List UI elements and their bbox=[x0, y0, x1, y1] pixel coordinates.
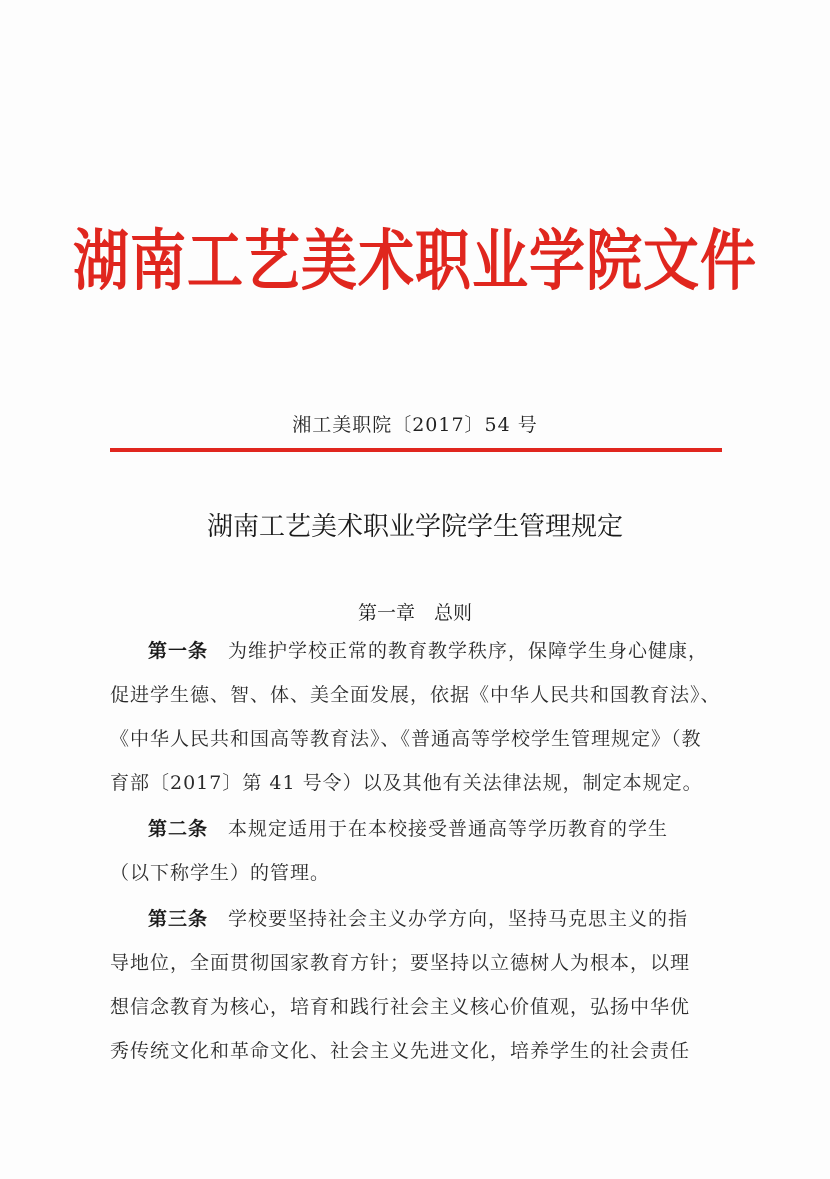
article-3-line-3: 想信念教育为核心，培育和践行社会主义核心价值观，弘扬中华优 bbox=[110, 996, 691, 1018]
article-1-label: 第一条 bbox=[148, 640, 209, 662]
chapter-heading: 第一章 总则 bbox=[357, 602, 472, 624]
article-3-line-1 bbox=[110, 904, 688, 934]
article-3-text: 学校要坚持社会主义办学方向，坚持马克思主义的指 bbox=[228, 908, 689, 930]
article-1-line-3: 《中华人民共和国高等教育法》、《普通高等学校学生管理规定》（教 bbox=[110, 728, 702, 750]
document-title: 湖南工艺美术职业学院学生管理规定 bbox=[206, 512, 623, 542]
article-1-line-4: 育部〔2017〕第 41 号令）以及其他有关法律法规，制定本规定。 bbox=[110, 772, 703, 794]
article-2-text: 本规定适用于在本校接受普通高等学历教育的学生 bbox=[228, 818, 669, 840]
document-number: 湘工美职院〔2017〕54 号 bbox=[292, 414, 538, 436]
article-3-line-4: 秀传统文化和革命文化、社会主义先进文化，培养学生的社会责任 bbox=[110, 1040, 691, 1062]
red-divider-line bbox=[110, 448, 722, 452]
article-3-line-2: 导地位，全面贯彻国家教育方针；要坚持以立德树人为根本，以理 bbox=[110, 952, 691, 974]
article-1-line-1 bbox=[110, 636, 708, 666]
article-1-text: 为维护学校正常的教育教学秩序，保障学生身心健康， bbox=[228, 640, 709, 662]
article-3-label: 第三条 bbox=[148, 908, 209, 930]
issuer-header: 湖南工艺美术职业学院文件 bbox=[73, 222, 757, 300]
article-2-line-2: （以下称学生）的管理。 bbox=[110, 862, 331, 884]
article-2-line-1 bbox=[110, 814, 668, 844]
article-2-label: 第二条 bbox=[148, 818, 209, 840]
article-1-line-2: 促进学生德、智、体、美全面发展，依据《中华人民共和国教育法》、 bbox=[110, 684, 721, 706]
